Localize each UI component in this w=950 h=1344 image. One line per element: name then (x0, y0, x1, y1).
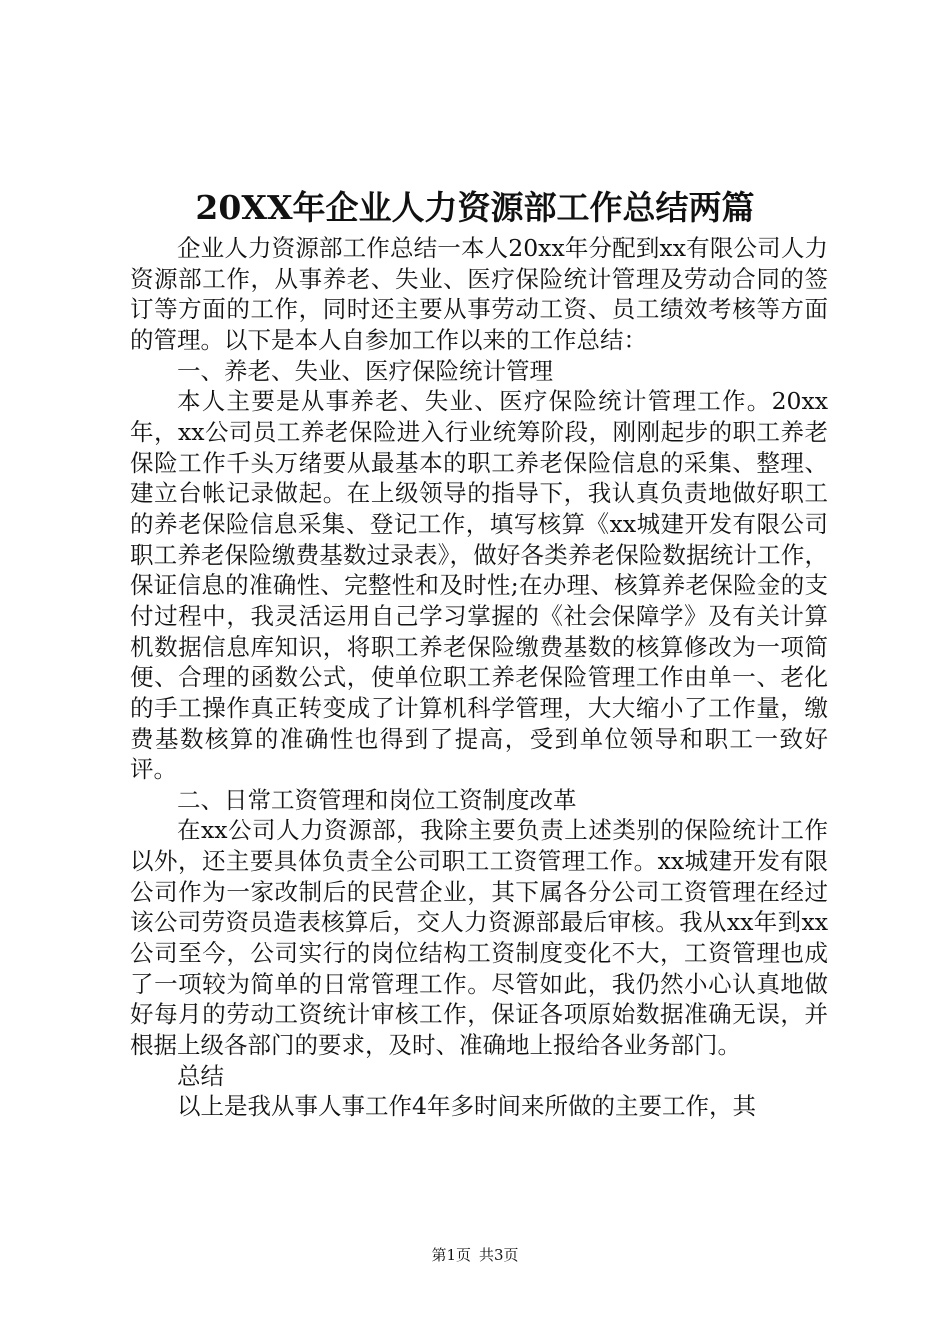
document-title: 20XX年企业人力资源部工作总结两篇 (195, 188, 755, 227)
paragraph-wages: 在xx公司人力资源部，我除主要负责上述类别的保险统计工作以外，还主要具体负责全公司职工工资管理工作。xx城建开发有限公司作为一家改制后的民营企业，其下属各分公司工资管理在经过该公司劳资员造表核算后，交人力资源部最后审核。我从xx年到xx公司至今，公司实行的岗位结构工资制度变化不大，工资管理也成了一项较为简单的日常管理工作。尽管如此，我仍然小心认真地做好每月的劳动工资统计审核工作，保证各项原始数据准确无误，并根据上级各部门的要求，及时、准确地上报给各业务部门。 (130, 816, 828, 1060)
document-body (130, 233, 828, 1122)
paragraph-intro: 企业人力资源部工作总结一本人20xx年分配到xx有限公司人力资源部工作，从事养老、失业、医疗保险统计管理及劳动合同的签订等方面的工作，同时还主要从事劳动工资、员工绩效考核等方面的管理。以下是本人自参加工作以来的工作总结： (130, 234, 828, 354)
section-heading-summary: 总结 (177, 1061, 224, 1090)
page-total: 共3页 (479, 1246, 519, 1264)
section-heading-pension: 一、养老、失业、医疗保险统计管理 (177, 356, 553, 385)
paragraph-pension: 本人主要是从事养老、失业、医疗保险统计管理工作。20xx年，xx公司员工养老保险进入行业统筹阶段，刚刚起步的职工养老保险工作千头万绪要从最基本的职工养老保险信息的采集、整理、建立台帐记录做起。在上级领导的指导下，我认真负责地做好职工的养老保险信息采集、登记工作，填写核算《xx城建开发有限公司职工养老保险缴费基数过录表》，做好各类养老保险数据统计工作，保证信息的准确性、完整性和及时性;在办理、核算养老保险金的支付过程中，我灵活运用自己学习掌握的《社会保障学》及有关计算机数据信息库知识，将职工养老保险缴费基数的核算修改为一项简便、合理的函数公式，使单位职工养老保险管理工作由单一、老化的手工操作真正转变成了计算机科学管理，大大缩小了工作量，缴费基数核算的准确性也得到了提高，受到单位领导和职工一致好评。 (130, 387, 828, 784)
page-number: 第1页 (431, 1246, 471, 1264)
paragraph-summary: 以上是我从事人事工作4年多时间来所做的主要工作，其 (177, 1092, 756, 1121)
page-footer (0, 1245, 950, 1265)
section-heading-wages: 二、日常工资管理和岗位工资制度改革 (177, 785, 577, 814)
